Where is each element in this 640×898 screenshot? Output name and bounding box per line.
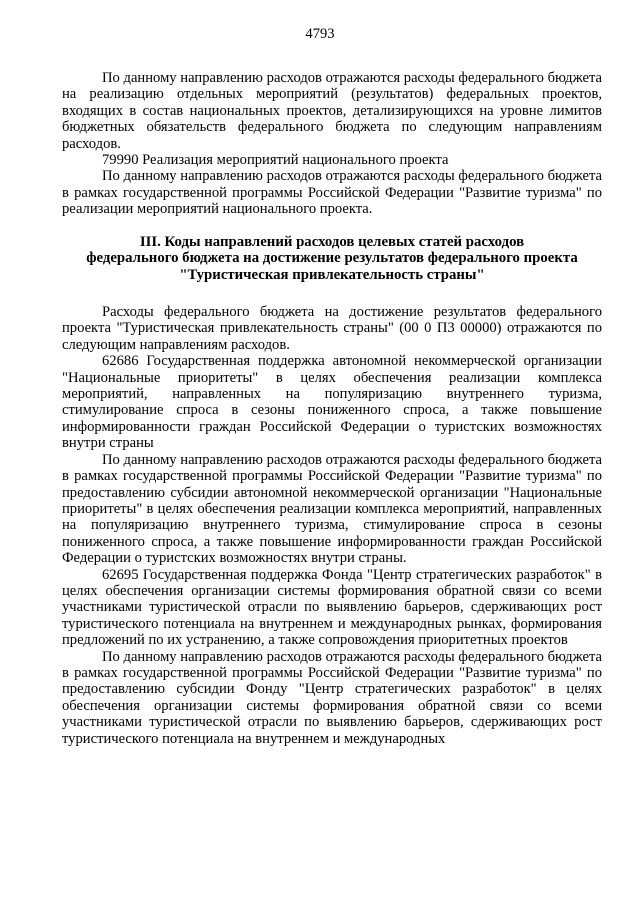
paragraph-expense-direction-intro: По данному направлению расходов отражаются расходы федерального бюджета на реализацию отдельных мероприятий (результатов) федеральных проектов, входящих в состав национальных проектов, детализирующихся на уровне лимитов бюджетных обязательств федерального бюджета по следующим направлениям расходов. — [62, 70, 602, 152]
page-number: 4793 — [305, 26, 335, 42]
paragraph-code-79990-description: По данному направлению расходов отражаются расходы федерального бюджета в рамках государственной программы Российской Федерации "Развитие туризма" по реализации мероприятий национального проекта. — [62, 168, 602, 218]
paragraph-code-62686: 62686 Государственная поддержка автономной некоммерческой организации "Национальные приоритеты" в целях обеспечения реализации комплекса мероприятий, направленных на популяризацию внутреннего туризма, стимулирование спроса в сезоны пониженного спроса, а также повышение информированности граждан Российской Федерации о туристских возможностях внутри страны — [62, 353, 602, 452]
paragraph-code-62695-description: По данному направлению расходов отражаются расходы федерального бюджета в рамках государственной программы Российской Федерации "Развитие туризма" по предоставлению субсидии Фонду "Центр стратегических разработок" в целях обеспечения организации системы формирования обратной связи со всеми участниками туристической отрасли по выявлению барьеров, сдерживающих рост туристического потенциала на внутреннем и международных — [62, 648, 602, 747]
section-heading-line-1: III. Коды направлений расходов целевых статей расходов — [139, 233, 525, 250]
section-heading-line-2: федерального бюджета на достижение результатов федерального проекта — [86, 250, 578, 267]
page-content — [62, 70, 602, 747]
paragraph-code-62695: 62695 Государственная поддержка Фонда "Центр стратегических разработок" в целях обеспечения организации системы формирования обратной связи со всеми участниками туристической отрасли по выявлению барьеров, сдерживающих рост туристического потенциала на внутреннем и международных рынках, формирования предложений по их устранению, а также сопровождения приоритетных проектов — [62, 566, 602, 649]
section-body — [62, 304, 602, 747]
section-heading — [62, 234, 602, 284]
paragraph-code-79990: 79990 Реализация мероприятий национального проекта — [102, 152, 449, 169]
paragraph-code-62686-description: По данному направлению расходов отражаются расходы федерального бюджета в рамках государственной программы Российской Федерации "Развитие туризма" по предоставлению субсидии автономной некоммерческой организации "Национальные приоритеты" в целях обеспечения реализации комплекса мероприятий, направленных на популяризацию внутреннего туризма, стимулирование спроса в сезоны пониженного спроса, а также повышение информированности граждан Российской Федерации о туристских возможностях внутри страны. — [62, 451, 602, 567]
section-heading-line-3: "Туристическая привлекательность страны" — [179, 267, 485, 284]
paragraph-section-intro: Расходы федерального бюджета на достижение результатов федерального проекта "Туристическая привлекательность страны" (00 0 П3 00000) отражаются по следующим направлениям расходов. — [62, 304, 602, 353]
